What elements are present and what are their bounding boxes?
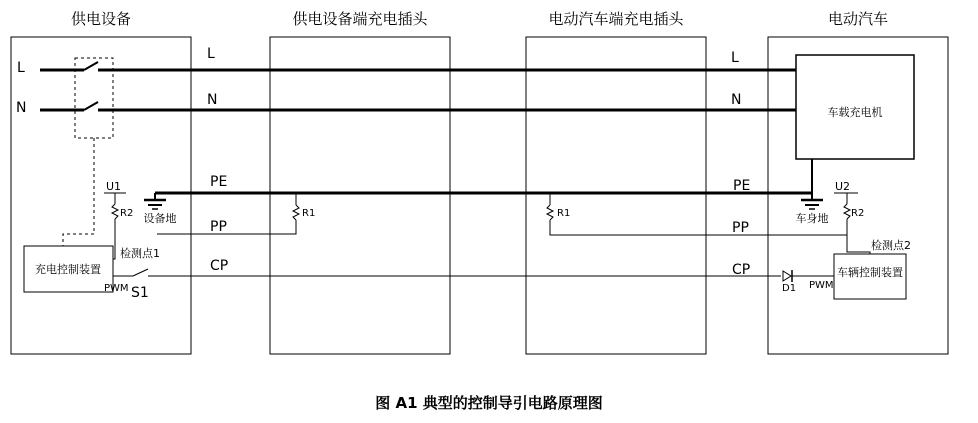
r2-right-resistor: [844, 204, 850, 219]
label-L-outer: L: [17, 60, 25, 76]
test-point-1-label: 检测点1: [120, 247, 160, 260]
d1-label: D1: [782, 283, 797, 294]
section-title-supply-equipment: 供电设备: [70, 10, 132, 28]
r1-left-label: R1: [302, 208, 316, 219]
label-PP-left: PP: [210, 219, 227, 235]
r2-left-label: R2: [120, 208, 134, 219]
label-L-right: L: [731, 50, 739, 66]
r2-right-label: R2: [851, 208, 865, 219]
test-point-2-label: 检测点2: [871, 239, 911, 252]
r1-left-resistor: [293, 205, 299, 220]
pwm-right-label: PWM: [809, 280, 834, 291]
section-title-vehicle-plug: 电动汽车端充电插头: [548, 10, 684, 28]
d1-diode-triangle: [783, 271, 791, 281]
r1-right-resistor: [547, 205, 553, 220]
vehicle-plug-box: [526, 37, 706, 354]
l-switch-blade: [84, 62, 98, 70]
supply-equipment-box: [11, 37, 191, 354]
onboard-charger-label: 车载充电机: [827, 106, 883, 119]
n-switch-blade: [84, 102, 98, 110]
label-N-outer: N: [16, 100, 27, 116]
r2-left-resistor: [112, 204, 118, 219]
label-CP-right: CP: [732, 262, 751, 278]
label-N-right: N: [731, 92, 742, 108]
s1-switch-blade: [133, 269, 148, 276]
s1-label: S1: [131, 285, 149, 301]
label-PE-left: PE: [210, 174, 228, 190]
label-PP-right: PP: [732, 220, 749, 236]
vehicle-controller-label: 车辆控制装置: [837, 266, 903, 279]
label-N-left: N: [207, 92, 218, 108]
section-title-supply-plug: 供电设备端充电插头: [292, 10, 428, 28]
figure-caption: 图 A1 典型的控制导引电路原理图: [375, 394, 603, 412]
u2-label: U2: [835, 180, 851, 193]
label-CP-left: CP: [210, 258, 229, 274]
equip-ground-label: 设备地: [143, 212, 177, 225]
body-ground-label: 车身地: [795, 212, 829, 225]
pwm-left-label: PWM: [104, 283, 129, 294]
charge-controller-label: 充电控制装置: [35, 263, 101, 276]
label-PE-right: PE: [733, 178, 751, 194]
section-title-vehicle: 电动汽车: [827, 10, 889, 28]
label-L-left: L: [207, 46, 215, 62]
supply-plug-box: [270, 37, 450, 354]
r1-right-label: R1: [557, 208, 571, 219]
contactor-control-dashed-link: [63, 138, 94, 246]
u1-label: U1: [106, 180, 122, 193]
